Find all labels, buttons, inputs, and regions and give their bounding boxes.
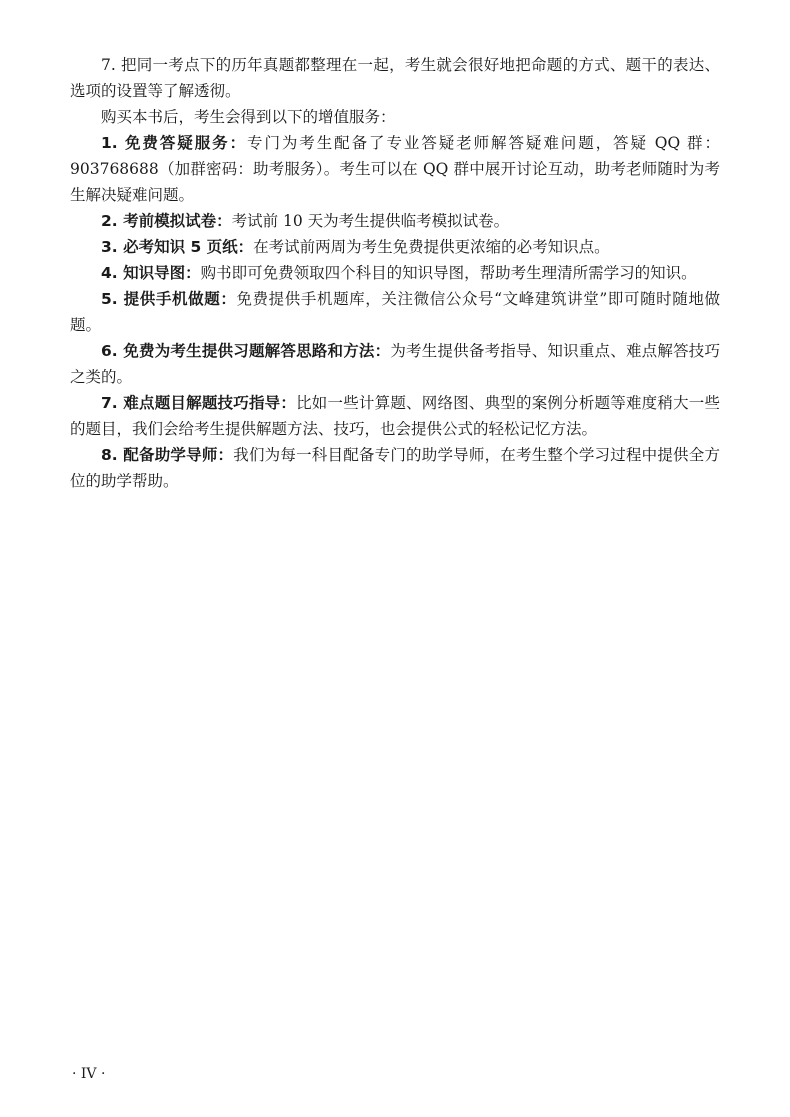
service-8 <box>70 442 720 494</box>
services-intro: 购买本书后，考生会得到以下的增值服务： <box>101 108 396 126</box>
service-5-lead: 5. 提供手机做题： <box>101 290 237 308</box>
service-5-text: 免费提供手机题库，关注微信公众号“文峰建筑讲堂”即可随时随地做题。 <box>70 290 720 334</box>
service-3-lead: 3. 必考知识 5 页纸： <box>101 238 254 256</box>
service-8-lead: 8. 配备助学导师： <box>101 446 234 464</box>
service-6-lead: 6. 免费为考生提供习题解答思路和方法： <box>101 342 391 360</box>
service-2 <box>70 208 720 234</box>
service-5 <box>70 286 720 338</box>
item-7-paragraph: 7. 把同一考点下的历年真题都整理在一起，考生就会很好地把命题的方式、题干的表达、选项的设置等了解透彻。 <box>70 56 720 100</box>
service-2-text: 考试前 10 天为考生提供临考模拟试卷。 <box>231 212 510 230</box>
service-3 <box>70 234 720 260</box>
service-3-text: 在考试前两周为考生免费提供更浓缩的必考知识点。 <box>253 238 610 256</box>
service-1 <box>70 130 720 208</box>
page-number: · IV · <box>72 1066 106 1082</box>
service-6-text: 为考生提供备考指导、知识重点、难点解答技巧之类的。 <box>70 342 720 386</box>
service-4 <box>70 260 720 286</box>
service-6 <box>70 338 720 390</box>
service-7 <box>70 390 720 442</box>
service-1-text: 专门为考生配备了专业答疑老师解答疑难问题，答疑 QQ 群：903768688（加群密码：助考服务）。考生可以在 QQ 群中展开讨论互动，助考老师随时为考生解决疑难问题。 <box>70 134 720 204</box>
page-body <box>70 52 720 494</box>
service-1-lead: 1. 免费答疑服务： <box>101 134 248 152</box>
service-7-lead: 7. 难点题目解题技巧指导： <box>101 394 297 412</box>
service-4-text: 购书即可免费领取四个科目的知识导图，帮助考生理清所需学习的知识。 <box>200 264 697 282</box>
service-2-lead: 2. 考前模拟试卷： <box>101 212 232 230</box>
service-4-lead: 4. 知识导图： <box>101 264 201 282</box>
service-7-text: 比如一些计算题、网络图、典型的案例分析题等难度稍大一些的题目，我们会给考生提供解题方法、技巧，也会提供公式的轻松记忆方法。 <box>70 394 720 438</box>
service-8-text: 我们为每一科目配备专门的助学导师，在考生整个学习过程中提供全方位的助学帮助。 <box>70 446 720 490</box>
